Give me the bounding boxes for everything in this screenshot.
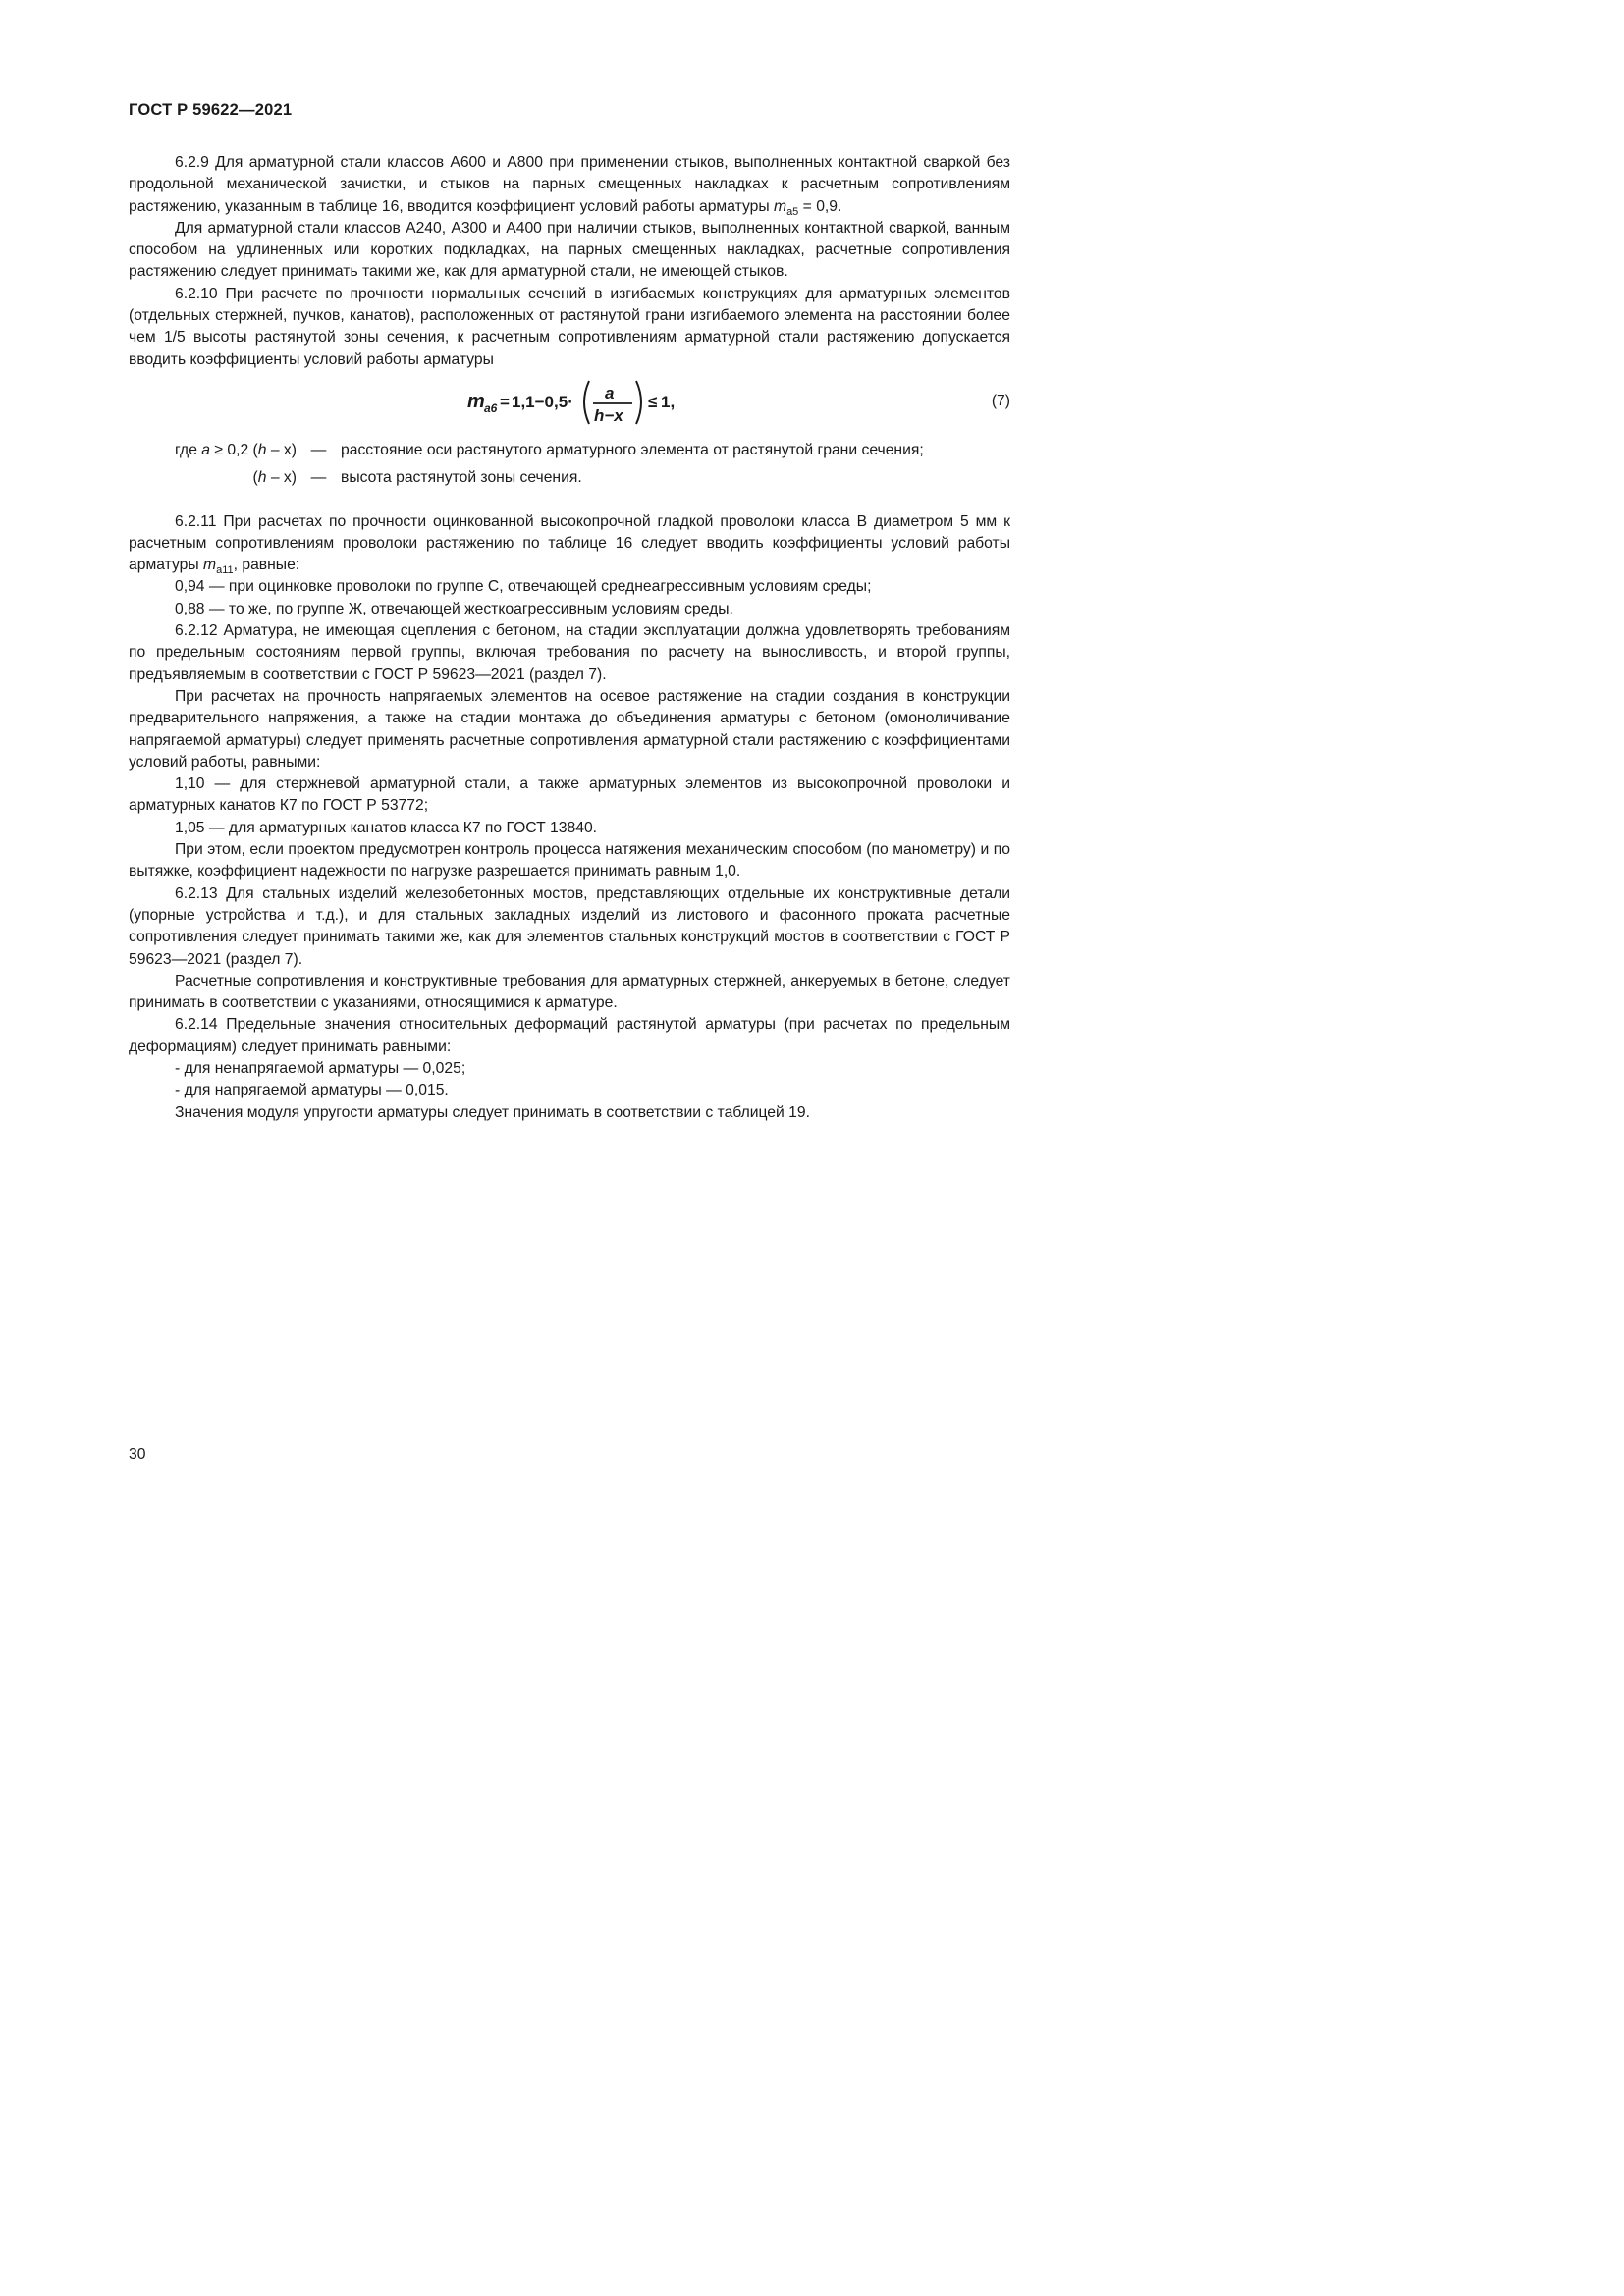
definition-list xyxy=(129,440,1010,490)
paragraph-text: = 0,9. xyxy=(798,197,842,215)
formula-expression: 1,1−0,5· xyxy=(512,392,573,411)
list-item: 0,94 — при оцинковке проволоки по группе С, отвечающей среднеагрессивным условиям среды; xyxy=(175,578,872,596)
list-item: - для напрягаемой арматуры — 0,015. xyxy=(175,1082,449,1099)
formula-denominator: h−x xyxy=(594,405,623,425)
definition-dash: — xyxy=(310,441,327,458)
definition-term xyxy=(129,440,297,461)
definition-description: высота растянутой зоны сечения. xyxy=(341,469,582,487)
definition-item xyxy=(129,467,1010,489)
formula-number: (7) xyxy=(991,392,1010,409)
paragraph-6-2-13-anchorage: Расчетные сопротивления и конструктивные требования для арматурных стержней, анкеруемых в бетоне, следует принимать в соответствии с указаниями, относящимися к арматуре. xyxy=(129,972,1010,1012)
paragraph-6-2-14-modulus: Значения модуля упругости арматуры следует принимать в соответствии с таблицей 19. xyxy=(175,1103,810,1121)
paragraph-6-2-14: 6.2.14 Предельные значения относительных деформаций растянутой арматуры (при расчетах по предельным деформациям) следует принимать равными: xyxy=(129,1016,1010,1055)
term-text: – x) xyxy=(266,469,297,487)
math-variable: m xyxy=(773,197,787,215)
list-item: 1,05 — для арматурных канатов класса К7 по ГОСТ 13840. xyxy=(175,819,598,836)
paragraph-text: 6.2.11 При расчетах по прочности оцинкованной высокопрочной гладкой проволоки класса В диаметром 5 мм к расчетным сопротивлениям проволоки растяжению по таблице 16 следует вводить коэффициенты условий работы арматуры xyxy=(129,512,1010,574)
math-variable: h xyxy=(257,469,267,487)
math-variable: m xyxy=(203,557,217,574)
formula-equals: = xyxy=(500,392,510,411)
formula-lhs-subscript: a6 xyxy=(484,400,498,415)
definition-description: расстояние оси растянутого арматурного элемента от растянутой грани сечения; xyxy=(341,441,924,458)
paragraph-6-2-10: 6.2.10 При расчете по прочности нормальных сечений в изгибаемых конструкциях для арматурных элементов (отдельных стержней, пучков, канатов), расположенных от растянутой грани изгибаемого элемента на расстоянии более чем 1/5 высоты растянутой зоны сечения, к расчетным сопротивлениям арматурной стали растяжению допускается вводить коэффициенты условий работы арматуры xyxy=(129,285,1010,368)
math-variable: a xyxy=(201,441,211,458)
page-number: 30 xyxy=(129,1446,146,1463)
formula-numerator: a xyxy=(605,383,615,402)
term-text: – x) xyxy=(266,441,297,458)
math-variable: h xyxy=(257,441,267,458)
formula-lhs-variable: m xyxy=(467,390,485,412)
document-body xyxy=(129,152,1010,1124)
formula-le: ≤ xyxy=(648,392,658,411)
list-item: - для ненапрягаемой арматуры — 0,025; xyxy=(175,1059,466,1077)
paragraph-6-2-12-prestress: При расчетах на прочность напрягаемых элементов на осевое растяжение на стадии создания в конструкции предварительного напряжения, а также на стадии монтажа до объединения арматуры с бетоном (омоноличивание напрягаемой арматуры) следует применять расчетные сопротивления арматурной стали растяжению с коэффициентами условий работы, равными: xyxy=(129,687,1010,771)
list-item: 1,10 — для стержневой арматурной стали, а также арматурных элементов из высокопрочной проволоки и арматурных канатов К7 по ГОСТ Р 53772; xyxy=(129,775,1010,815)
paragraph-6-2-12-load-factor: При этом, если проектом предусмотрен контроль процесса натяжения механическим способом (по манометру) и по вытяжке, коэффициент надежности по нагрузке разрешается принимать равным 1,0. xyxy=(129,841,1010,881)
formula-rhs: 1, xyxy=(661,392,676,411)
list-item: 0,88 — то же, по группе Ж, отвечающей жесткоагрессивным условиям среды. xyxy=(175,600,733,617)
definition-dash: — xyxy=(310,469,327,487)
paragraph-6-2-11 xyxy=(129,511,1010,577)
definition-item xyxy=(129,440,1010,461)
math-subscript: а5 xyxy=(786,205,799,218)
definition-term xyxy=(129,467,297,489)
paragraph-6-2-12: 6.2.12 Арматура, не имеющая сцепления с бетоном, на стадии эксплуатации должна удовлетворять требованиям по предельным состояниям первой группы, включая требования по расчету на выносливость, и второй группы, предъявляемым в соответствии с ГОСТ Р 59623—2021 (раздел 7). xyxy=(129,622,1010,683)
document-code-header: ГОСТ Р 59622—2021 xyxy=(129,101,293,119)
paragraph-6-2-13: 6.2.13 Для стальных изделий железобетонных мостов, представляющих отдельные их конструктивные детали (упорные устройства и т.д.), и для стальных закладных изделий из листового и фасонного проката расчетные сопротивления следует принимать такими же, как для элементов стальных конструкций мостов в соответствии с ГОСТ Р 59623—2021 (раздел 7). xyxy=(129,884,1010,968)
term-text: ( xyxy=(252,469,258,487)
math-subscript: a11 xyxy=(216,564,234,577)
formula-m-a6 xyxy=(467,375,693,430)
paragraph-text: , равные: xyxy=(233,557,300,574)
paragraph-text: 6.2.9 Для арматурной стали классов А600 и А800 при применении стыков, выполненных контактной сваркой без продольной механической зачистки, и стыков на парных смещенных накладках к расчетным сопротивлениям растяжению, указанным в таблице 16, вводится коэффициент условий работы арматуры xyxy=(129,154,1010,215)
term-text: ≥ 0,2 ( xyxy=(210,441,258,458)
paragraph-6-2-9 xyxy=(129,152,1010,218)
term-text: где xyxy=(175,441,202,458)
paragraph-6-2-9-welded-joints: Для арматурной стали классов А240, А300 и А400 при наличии стыков, выполненных контактной сваркой, ванным способом на удлиненных или коротких подкладках, на парных смещенных накладках, расчетные сопротивления растяжению следует принимать такими же, как для арматурной стали, не имеющей стыков. xyxy=(129,219,1010,281)
left-paren xyxy=(584,381,589,424)
right-paren xyxy=(636,381,641,424)
formula-7 xyxy=(129,371,1010,432)
